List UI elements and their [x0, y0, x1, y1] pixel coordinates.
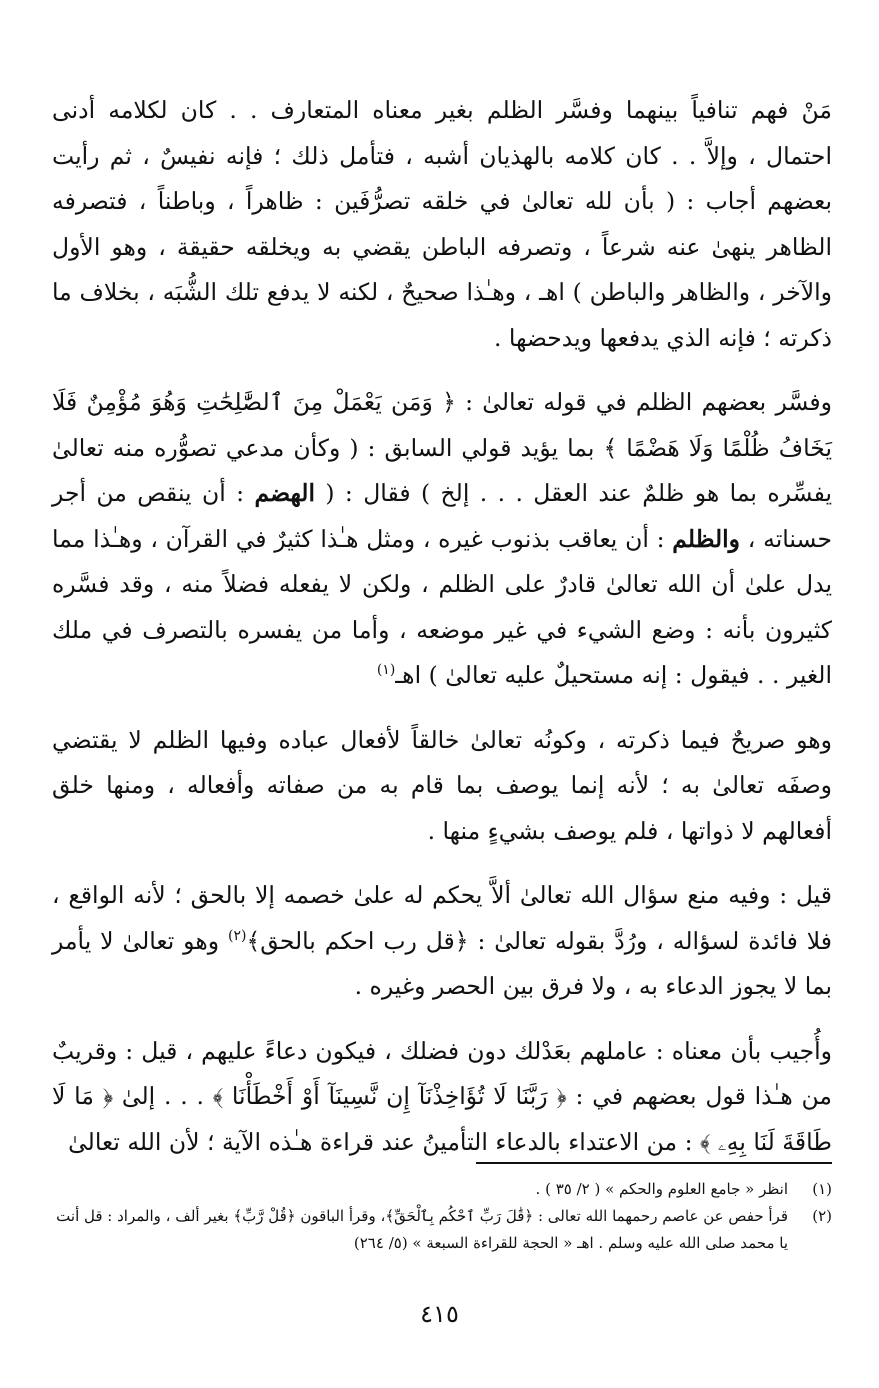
- quran-verse-taha: ﴿ وَمَن يَعْمَلْ مِنَ ٱلصَّٰلِحَٰتِ وَهُوَ مُؤْمِنٌ فَلَا يَخَافُ ظُلْمًا وَلَا هَضْمًا ﴾: [52, 388, 832, 462]
- paragraph-4-text: قيل : وفيه منع سؤال الله تعالىٰ ألاَّ يحكم له علىٰ خصمه إلا بالحق ؛ لأنه الواقع ، فلا فائدة لسؤاله ، ورُدَّ بقوله تعالىٰ :: [52, 881, 833, 955]
- paragraph-5-text-3: : من الاعتداء بالدعاء التأمينُ عند قراءة هـٰذه الآية ؛ لأن الله تعالىٰ: [68, 1127, 700, 1156]
- paragraph-5-text-2: . . . إلىٰ: [113, 1082, 213, 1110]
- quran-verse-baqarah-1: ﴿ رَبَّنَا لَا تُؤَاخِذْنَآ إِن نَّسِينَآ أَوْ أَخْطَأْنَا ﴾: [212, 1082, 567, 1110]
- page-body: [52, 88, 832, 1184]
- paragraph-2-text-2: : أن ينقص من أجر حسناته ،: [52, 479, 832, 553]
- footnotes: [52, 1176, 832, 1257]
- paragraph-5: [52, 1029, 832, 1166]
- quran-verse-anbiya: ﴿قل رب احكم بالحق﴾: [246, 926, 469, 955]
- paragraph-3-text: وهو صريحٌ فيما ذكرته ، وكونُه تعالىٰ خالقاً لأفعال عباده وفيها الظلم لا يقتضي وصفَه تعالىٰ به ؛ لأنه إنما يوصف بما قام به من صفاته وأفعاله ، ومنها خلق أفعالهم لا ذواتها ، فلم يوصف بشيءٍ منها .: [52, 725, 832, 845]
- footnote-1-number: (١): [812, 1180, 832, 1198]
- footnote-2-text-a: قرأ حفص عن عاصم رحمهما الله تعالى :: [533, 1207, 788, 1225]
- footnote-2-text-b: ، وقرأ الباقون: [295, 1207, 386, 1225]
- term-hadm: الهضم: [254, 479, 315, 507]
- footnote-divider: [476, 1162, 832, 1164]
- paragraph-2: [52, 380, 832, 699]
- footnote-2: [52, 1203, 832, 1257]
- paragraph-4-text-2: وهو تعالىٰ لا يأمر بما لا يجوز الدعاء به ، ولا فرق بين الحصر وغيره .: [52, 926, 832, 1000]
- paragraph-2-intro: وفسَّر بعضهم الظلم في قوله تعالىٰ :: [455, 388, 832, 416]
- paragraph-2-text-3: : أن يعاقب بذنوب غيره ، ومثل هـٰذا كثيرٌ في القرآن ، وهـٰذا مما يدل علىٰ أن الله تعالىٰ قادرٌ على الظلم ، ولكن لا يفعله فضلاً منه ، وقد فسَّره كثيرون بأنه : وضع الشيء في غير موضعه ، وأما من يفسره بالتصرف في ملك الغير . . فيقول : إنه مستحيلٌ عليه تعالىٰ ) اهـ: [52, 524, 832, 689]
- footnote-ref-2[interactable]: (٢): [227, 927, 247, 944]
- paragraph-5-text: وأُجيب بأن معناه : عاملهم بعَدْلك دون فضلك ، فيكون دعاءً عليهم ، قيل : وقريبٌ من هـٰذا قول بعضهم في :: [52, 1036, 832, 1110]
- footnote-2-quran-1: ﴿قَٰلَ رَبِّ ٱحْكُم بِٱلْحَقِّ﴾: [385, 1207, 534, 1225]
- term-zulm: والظلم: [672, 524, 741, 553]
- paragraph-2-text: بما يؤيد قولي السابق : ( وكأن مدعي تصوُّره منه تعالىٰ يفسِّره بما هو ظلمٌ عند العقل . . . إلخ ) فقال : (: [52, 433, 832, 507]
- footnote-2-quran-2: ﴿قُلْ رَّبِّ﴾: [233, 1207, 296, 1225]
- footnote-2-text: [52, 1203, 788, 1257]
- paragraph-4: [52, 873, 832, 1010]
- footnote-1: [52, 1176, 832, 1203]
- footnote-2-number: (٢): [812, 1207, 832, 1225]
- footnote-ref-1[interactable]: (١): [376, 662, 396, 679]
- paragraph-3: [52, 718, 832, 855]
- paragraph-1-text: مَنْ فهم تنافياً بينهما وفسَّر الظلم بغير معناه المتعارف . . كان لكلامه أدنى احتمال ، وإلاَّ . . كان كلامه بالهذيان أشبه ، فتأمل ذلك ؛ فإنه نفيسٌ ، ثم رأيت بعضهم أجاب : ( بأن لله تعالىٰ في خلقه تصرُّفَين : ظاهراً ، وباطناً ، فتصرفه الظاهر ينهىٰ عنه شرعاً ، وتصرفه الباطن يقضي به ويخلقه حقيقة ، وهو الأول والآخر ، والظاهر والباطن ) اهـ ، وهـٰذا صحيحٌ ، لكنه لا يدفع تلك الشُّبَه ، بخلاف ما ذكرته ؛ فإنه الذي يدفعها ويدحضها .: [52, 96, 832, 352]
- footnote-2-text-c: بغير ألف ، والمراد : قل أنت يا محمد صلى الله عليه وسلم . اهـ « الحجة للقراءة السبعة » (٥/ ٢٦٤): [56, 1207, 788, 1252]
- paragraph-1: [52, 88, 832, 361]
- footnote-1-text: انظر « جامع العلوم والحكم » ( ٢/ ٣٥ ) .: [535, 1180, 788, 1198]
- page-number: ٤١٥: [420, 1300, 459, 1328]
- quran-verse-baqarah-2: ﴿ مَا لَا طَاقَةَ لَنَا بِهِۦ ﴾: [52, 1082, 832, 1156]
